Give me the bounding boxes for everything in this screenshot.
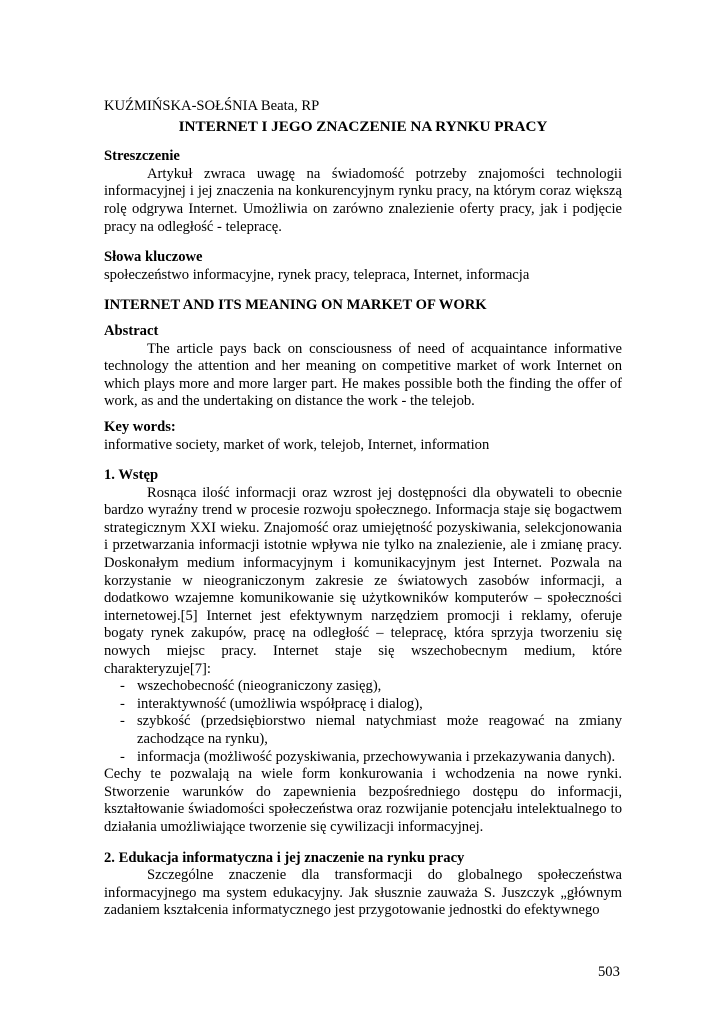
section1-list: [104, 678, 622, 766]
section1-closing: Cechy te pozwalają na wiele form konkurowania i wchodzenia na nowe rynki. Stworzenie warunków do zapewnienia bezpośredniego dostępu do informacji, kształtowanie świadomości społeczeństwa oraz rozwijanie potencjału intelektualnego to działania umożliwiające tworzenie się cywilizacji informacyjnej.: [104, 766, 622, 835]
list-item: - wszechobecność (nieograniczony zasięg),: [104, 678, 622, 696]
author-line: KUŹMIŃSKA-SOŁŚNIA Beata, RP: [104, 98, 320, 114]
abstract-text: The article pays back on consciousness of need of acquaintance informative technology the attention and her meaning on competitive market of work Internet on which plays more and more larger part. He makes possible both the finding the offer of work, as and the undertaking on distance the work - the telejob.: [104, 340, 622, 410]
section1-heading: 1. Wstęp: [104, 467, 159, 484]
streszczenie-heading: Streszczenie: [104, 148, 180, 165]
paper-title: INTERNET I JEGO ZNACZENIE NA RYNKU PRACY: [178, 117, 548, 135]
page-number: 503: [598, 964, 620, 980]
list-item: - interaktywność (umożliwia współpracę i dialog),: [104, 696, 622, 714]
paper-page: [104, 98, 622, 920]
streszczenie-text: Artykuł zwraca uwagę na świadomość potrzeby znajomości technologii informacyjnej i jej znaczenia na konkurencyjnym rynku pracy, na którym coraz większą rolę odgrywa Internet. Umożliwia on zarówno znalezienie oferty pracy, jak i podjęcie pracy na odległość - telepracę.: [104, 165, 622, 235]
section2-paragraph: Szczególne znaczenie dla transformacji do globalnego społeczeństwa informacyjnego ma system edukacyjny. Jak słusznie zauważa S. Juszczyk „głównym zadaniem kształcenia informatycznego jest przygotowanie jednostki do efektywnego: [104, 867, 622, 919]
slowa-kluczowe-text: społeczeństwo informacyjne, rynek pracy, telepraca, Internet, informacja: [104, 266, 530, 283]
keywords-text: informative society, market of work, telejob, Internet, information: [104, 436, 490, 453]
english-title: INTERNET AND ITS MEANING ON MARKET OF WORK: [104, 297, 487, 314]
section2-heading: 2. Edukacja informatyczna i jej znaczenie na rynku pracy: [104, 849, 465, 866]
keywords-heading: Key words:: [104, 418, 176, 435]
list-item: - szybkość (przedsiębiorstwo niemal natychmiast może reagować na zmiany zachodzące na rynku),: [104, 713, 622, 748]
list-item: - informacja (możliwość pozyskiwania, przechowywania i przekazywania danych).: [104, 749, 622, 767]
section1-paragraph: Rosnąca ilość informacji oraz wzrost jej dostępności dla obywateli to obecnie bardzo wyraźny trend w procesie rozwoju społecznego. Informacja staje się bogactwem strategicznym XXI wieku. Znajomość oraz umiejętność pozyskiwania, selekcjonowania i przetwarzania informacji istotnie wpływa nie tylko na znalezienie, ale i zmianę pracy. Doskonałym medium informacyjnym i komunikacyjnym jest Internet. Pozwala na korzystanie w nieograniczonym zakresie ze światowych zasobów informacji, a dodatkowo wzajemne komunikowanie się użytkowników komputerów – społeczności internetowej.[5] Internet jest efektywnym narzędziem promocji i reklamy, oferuje bogaty rynek zakupów, pracę na odległość – telepracę, która sprzyja tworzeniu się nowych miejsc pracy. Internet staje się wszechobecnym medium, które charakteryzuje[7]:: [104, 484, 622, 677]
abstract-heading: Abstract: [104, 322, 159, 339]
slowa-kluczowe-heading: Słowa kluczowe: [104, 249, 203, 266]
